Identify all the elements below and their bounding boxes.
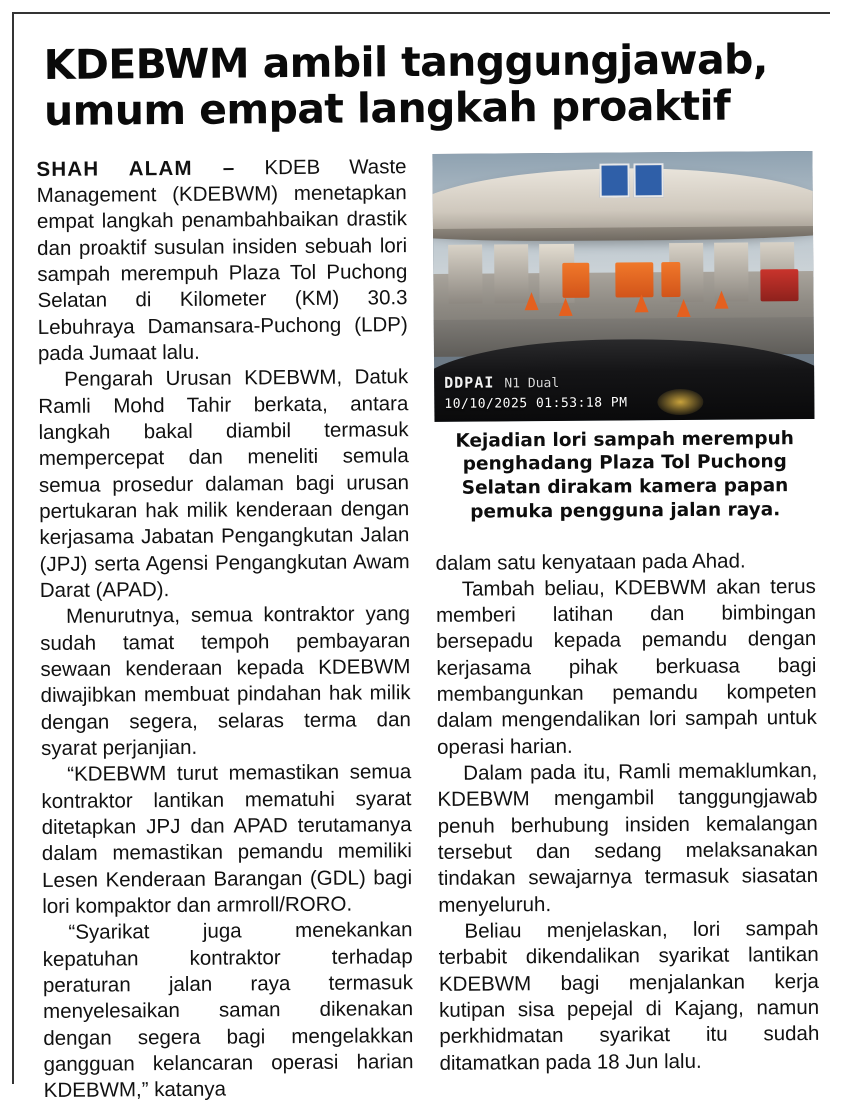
toll-booth bbox=[494, 244, 529, 303]
orange-barrier bbox=[661, 262, 680, 297]
traffic-cone-icon bbox=[635, 294, 649, 312]
article-columns bbox=[36, 151, 819, 1105]
article-paragraph: Menurutnya, semua kontraktor yang sudah tamat tempoh pembayaran sewaan kenderaan kepada KDEBWM diwajibkan membuat pindahan hak milik dengan segera, selaras terma dan syarat perjanjian. bbox=[40, 602, 411, 761]
dashcam-brand: DDPAI bbox=[444, 373, 495, 392]
toll-sign-icon bbox=[600, 163, 630, 197]
dateline: SHAH ALAM – bbox=[36, 156, 236, 181]
article-paragraph: Tambah beliau, KDEBWM akan terus memberi latihan dan bimbingan bersepadu kepada pemandu dengan kerjasama pihak berkuasa bagi membangunkan pemandu kompeten dalam mengendalikan lori sampah untuk operasi harian. bbox=[435, 574, 817, 759]
headline-line-1: KDEBWM ambil tanggungjawab, bbox=[43, 35, 768, 89]
traffic-cone-icon bbox=[525, 292, 539, 310]
dashcam-watermark bbox=[444, 373, 559, 392]
toll-booth bbox=[448, 244, 483, 303]
article-paragraph: “KDEBWM turut memastikan semua kontraktor lantikan mematuhi syarat ditetapkan JPJ dan APAD terutamanya dalam memastikan pemandu memiliki Lesen Kenderaan Barangan (GDL) bagi lori kompaktor dan armroll/RORO. bbox=[41, 760, 413, 919]
headline-line-2: umum empat langkah proaktif bbox=[43, 81, 731, 135]
article-photo-block bbox=[432, 151, 815, 541]
toll-sign-icon bbox=[634, 163, 664, 197]
article-column-left bbox=[36, 154, 413, 1105]
dashcam-timestamp: 10/10/2025 01:53:18 PM bbox=[444, 395, 628, 412]
article-paragraph: Beliau menjelaskan, lori sampah terbabit dikendalikan syarikat lantikan KDEBWM bagi menjalankan kerja kutipan sisa pepejal di Kajang, namun perkhidmatan syarikat itu sudah ditamatkan pada 18 Jun lalu. bbox=[438, 917, 820, 1075]
traffic-cone-icon bbox=[559, 297, 573, 315]
red-truck bbox=[760, 269, 798, 301]
paragraph-text: KDEB Waste Management (KDEBWM) menetapkan empat langkah penambahbaikan drastik dan proaktif susulan insiden sebuah lori sampah merempuh Plaza Tol Puchong Selatan di Kilometer (KM) 30.3 Lebuhraya Damansara-Puchong (LDP) pada Jumaat lalu. bbox=[36, 154, 408, 366]
dashcam-model: N1 Dual bbox=[504, 375, 560, 392]
article-paragraph: Dalam pada itu, Ramli memaklumkan, KDEBWM mengambil tanggungjawab penuh berhubung insiden kemalangan tersebut dan sedang melaksanakan tindakan sewajarnya termasuk siasatan menyeluruh. bbox=[437, 759, 819, 917]
orange-barrier bbox=[616, 262, 654, 297]
article-paragraph: “Syarikat juga menekankan kepatuhan kontraktor terhadap peraturan jalan raya termasuk menyelesaikan saman dikenakan dengan segera bagi mengelakkan gangguan kelancaran operasi harian KDEBWM,” katanya bbox=[42, 918, 414, 1103]
article-paragraph bbox=[36, 154, 408, 368]
article-paragraph: dalam satu kenyataan pada Ahad. bbox=[435, 548, 746, 575]
page-border-left bbox=[12, 12, 14, 1084]
dashcam-photo bbox=[432, 151, 814, 422]
page-border-top bbox=[14, 12, 830, 14]
article-column-right bbox=[432, 151, 819, 1077]
page-title bbox=[44, 37, 813, 135]
traffic-cone-icon bbox=[677, 299, 691, 317]
orange-barrier bbox=[562, 262, 589, 297]
article-paragraph: Pengarah Urusan KDEBWM, Datuk Ramli Mohd Tahir berkata, antara langkah bakal diambil termasuk mempercepat dan meneliti semula semua prosedur dalaman bagi urusan pertukaran hak milik kenderaan dengan kerjasama Jabatan Pengangkutan Jalan (JPJ) serta Agensi Pengangkutan Awam Darat (APAD). bbox=[38, 365, 410, 603]
hood-reflection bbox=[658, 389, 704, 415]
traffic-cone-icon bbox=[715, 291, 729, 309]
photo-caption: Kejadian lori sampah merempuh penghadang Plaza Tol Puchong Selatan dirakam kamera papan pemuka pengguna jalan raya. bbox=[455, 427, 794, 523]
